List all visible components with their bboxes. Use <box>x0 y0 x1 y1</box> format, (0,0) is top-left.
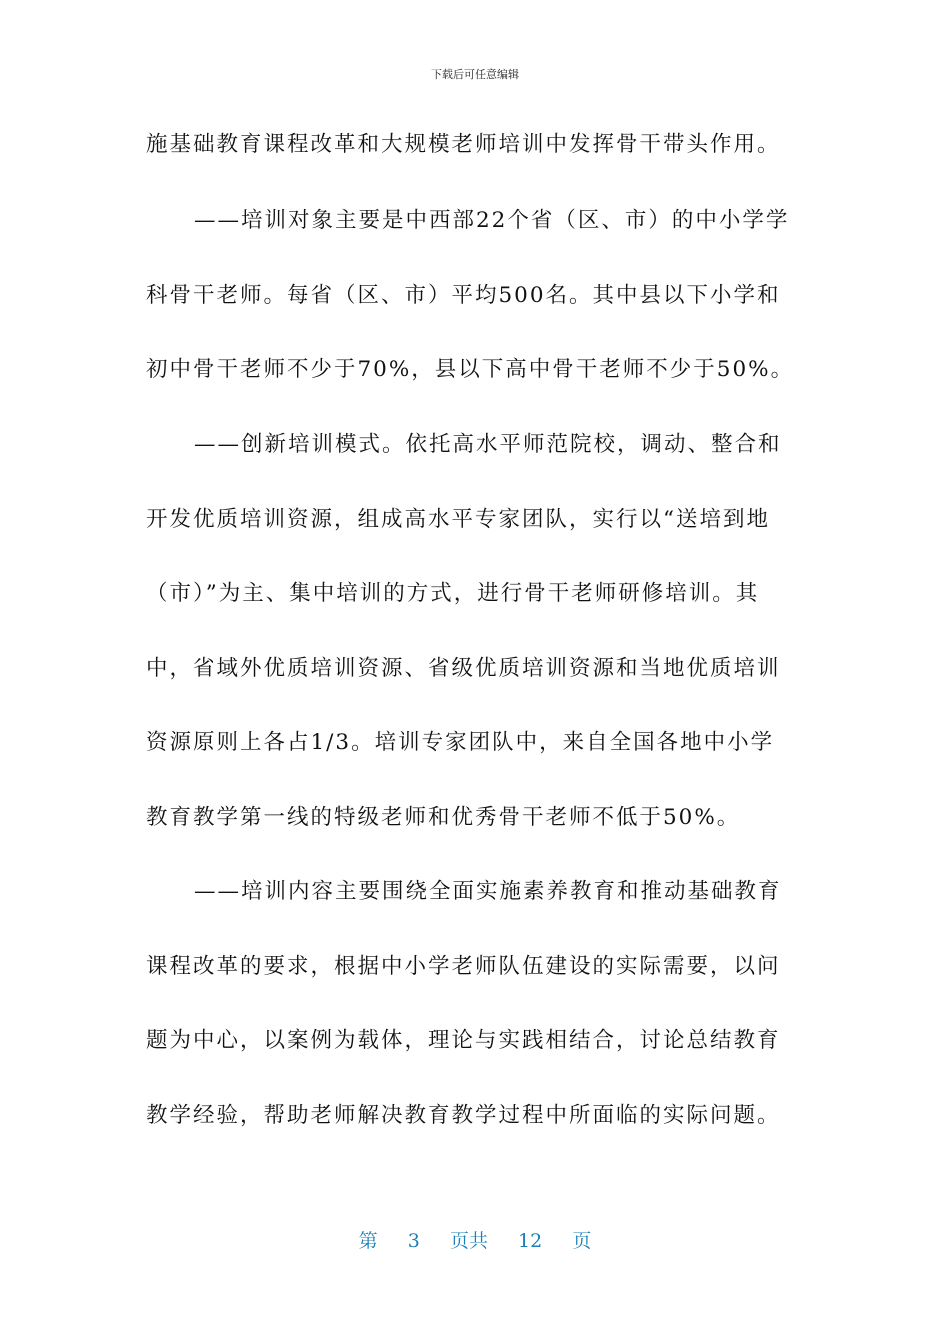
footer-total-pages: 12 <box>518 1230 543 1252</box>
footer-middle: 页共 <box>449 1230 488 1252</box>
footer-current-page: 3 <box>407 1230 420 1252</box>
paragraph-line: 资源原则上各占1/3。培训专家团队中，来自全国各地中小学 <box>146 730 775 755</box>
paragraph-line: ——创新培训模式。依托高水平师范院校，调动、整合和 <box>194 432 782 457</box>
page-footer <box>0 1226 950 1253</box>
footer-suffix: 页 <box>572 1230 592 1252</box>
paragraph-line: ——培训对象主要是中西部22个省（区、市）的中小学学 <box>194 208 790 233</box>
paragraph-line: 中，省域外优质培训资源、省级优质培训资源和当地优质培训 <box>146 656 781 681</box>
paragraph-line: 教学经验，帮助老师解决教育教学过程中所面临的实际问题。 <box>146 1103 781 1128</box>
paragraph-line: 题为中心，以案例为载体，理论与实践相结合，讨论总结教育 <box>146 1028 781 1053</box>
paragraph-line: 初中骨干老师不少于70%，县以下高中骨干老师不少于50%。 <box>146 357 795 382</box>
paragraph-line: （市）”为主、集中培训的方式，进行骨干老师研修培训。其 <box>146 581 760 606</box>
paragraph-line: 科骨干老师。每省（区、市）平均500名。其中县以下小学和 <box>146 283 781 308</box>
paragraph-line: 施基础教育课程改革和大规模老师培训中发挥骨干带头作用。 <box>146 132 781 157</box>
footer-prefix: 第 <box>358 1230 378 1252</box>
paragraph-line: 课程改革的要求，根据中小学老师队伍建设的实际需要，以问 <box>146 954 781 979</box>
paragraph-line: ——培训内容主要围绕全面实施素养教育和推动基础教育 <box>194 879 782 904</box>
paragraph-line: 教育教学第一线的特级老师和优秀骨干老师不低于50%。 <box>146 805 741 830</box>
page-header: 下载后可任意编辑 <box>431 68 519 81</box>
paragraph-line: 开发优质培训资源，组成高水平专家团队，实行以“送培到地 <box>146 507 770 532</box>
